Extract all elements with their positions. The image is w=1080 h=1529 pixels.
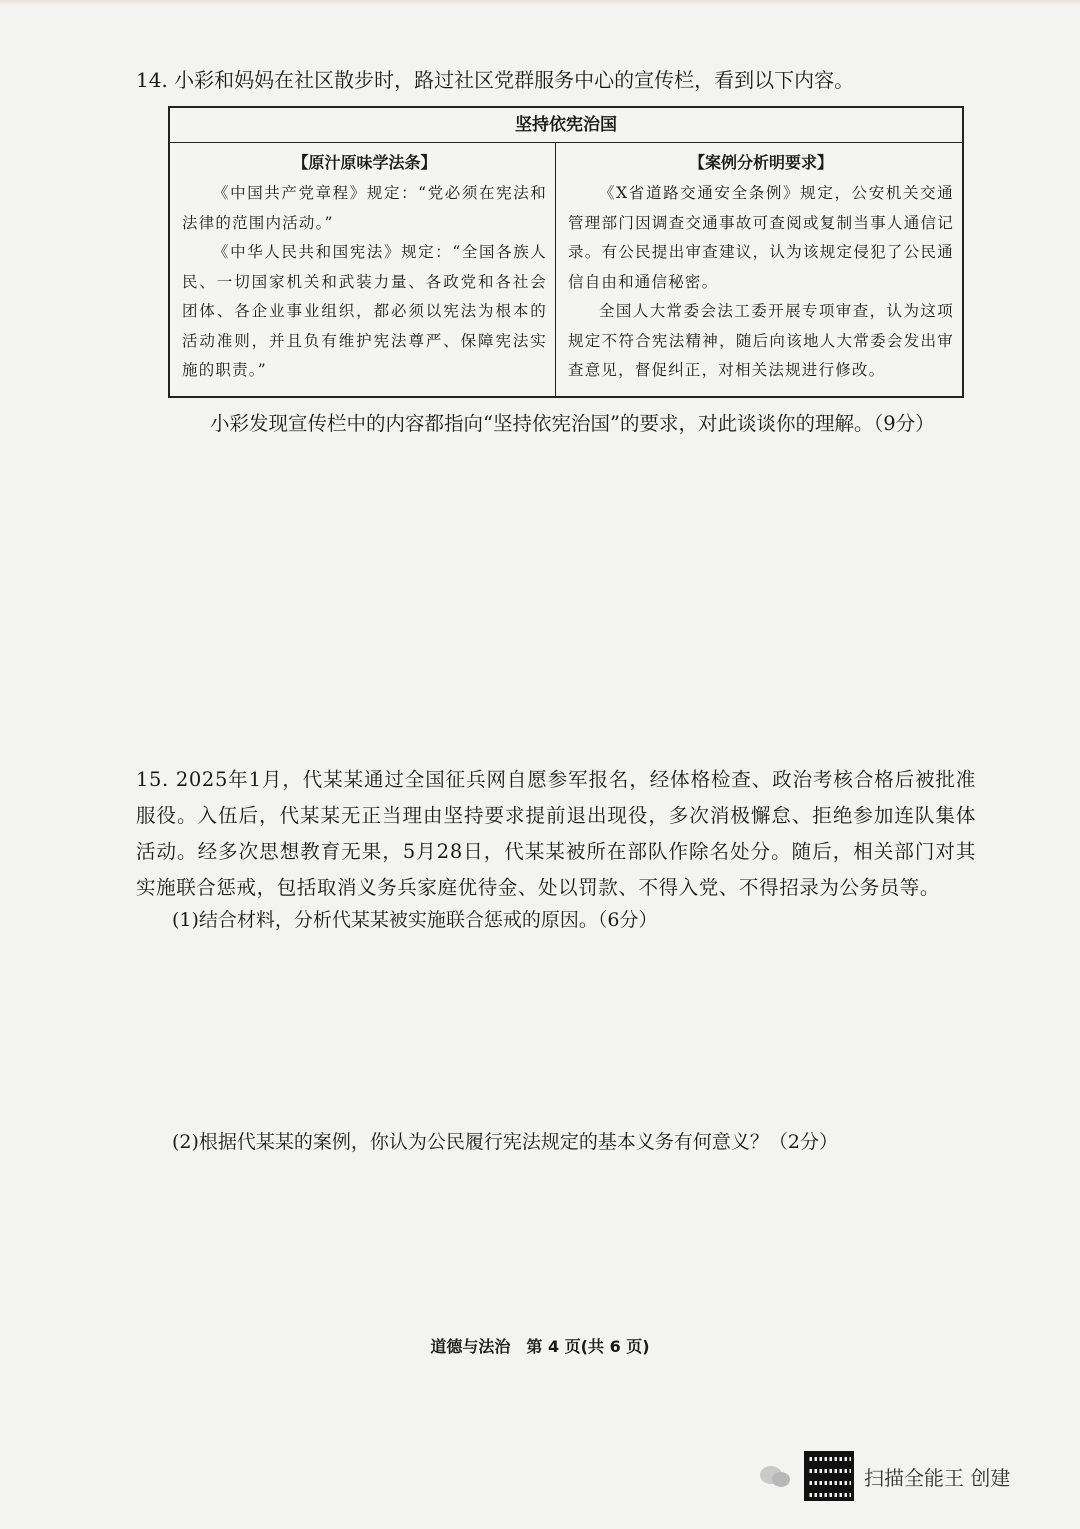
watermark-text: 扫描全能王 创建 (864, 1465, 1011, 1490)
q15-stem: 15. 2025年1月，代某某通过全国征兵网自愿参军报名，经体格检查、政治考核合格后被批准服役。入伍后，代某某无正当理由坚持要求提前退出现役，多次消极懈怠、拒绝参加连队集体活动。经多次思想教育无果，5月28日，代某某被所在部队作除名处分。随后，相关部门对其实施联合惩戒，包括取消义务兵家庭优待金、处以罚款、不得入党、不得招录为公务员等。 (136, 768, 976, 899)
table-left-column (170, 143, 556, 397)
q15-subquestion-2: (2)根据代某某的案例，你认为公民履行宪法规定的基本义务有何意义？（2分） (172, 1131, 839, 1153)
table-right-column (556, 143, 962, 397)
page-top-edge (0, 0, 1080, 6)
qr-code-icon (804, 1451, 854, 1501)
right-para-1: 《X省道路交通安全条例》规定，公安机关交通管理部门因调查交通事故可查阅或复制当事人通信记录。有公民提出审查建议，认为该规定侵犯了公民通信自由和通信秘密。 (568, 184, 954, 291)
table-columns (170, 143, 962, 397)
q14-material-table (168, 106, 964, 398)
right-column-heading: 【案例分析明要求】 (688, 153, 833, 172)
page-footer: 道德与法治 第 4 页(共 6 页) (430, 1337, 650, 1356)
left-para-1: 《中国共产党章程》规定：“党必须在宪法和法律的范围内活动。” (182, 184, 547, 232)
scanner-watermark (760, 1448, 1010, 1504)
q14-question: 小彩发现宣传栏中的内容都指向“坚持依宪治国”的要求，对此谈谈你的理解。（9分） (210, 412, 935, 435)
right-para-2: 全国人大常委会法工委开展专项审查，认为这项规定不符合宪法精神，随后向该地人大常委会发出审查意见，督促纠正，对相关法规进行修改。 (568, 302, 954, 379)
q14-stem: 14. 小彩和妈妈在社区散步时，路过社区党群服务中心的宣传栏，看到以下内容。 (136, 68, 855, 92)
table-title: 坚持依宪治国 (170, 108, 962, 143)
left-para-2: 《中华人民共和国宪法》规定：“全国各族人民、一切国家机关和武装力量、各政党和各社会团体、各企业事业组织，都必须以宪法为根本的活动准则，并且负有维护宪法尊严、保障宪法实施的职责。” (182, 243, 547, 379)
left-column-heading: 【原汁原味学法条】 (292, 153, 437, 172)
wechat-logo-icon (760, 1462, 794, 1490)
q15-subquestion-1: (1)结合材料，分析代某某被实施联合惩戒的原因。（6分） (172, 909, 658, 931)
